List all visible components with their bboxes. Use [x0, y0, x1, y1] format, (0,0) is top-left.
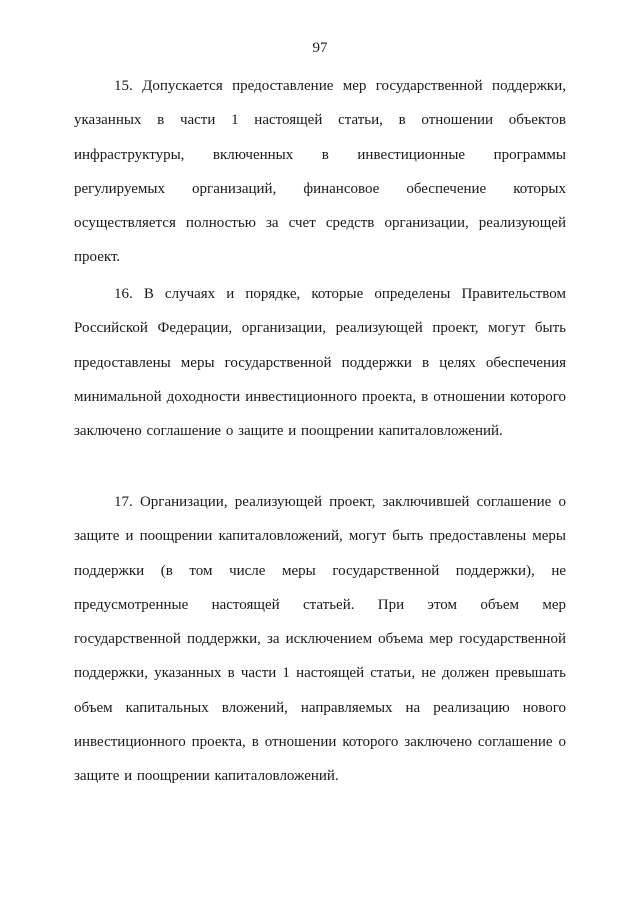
paragraph-15: 15. Допускается предоставление мер государственной поддержки, указанных в части 1 настоящей статьи, в отношении объектов инфраструктуры, включенных в инвестиционные программы регулируемых организаций, финансовое обеспечение которых осуществляется полностью за счет средств организации, реализующей проект. [74, 78, 566, 266]
paragraph-17: 17. Организации, реализующей проект, заключившей соглашение о защите и поощрении капиталовложений, могут быть предоставлены меры поддержки (в том числе меры государственной поддержки), не предусмотренные настоящей статьей. При этом объем мер государственной поддержки, за исключением объема мер государственной поддержки, указанных в части 1 настоящей статьи, не должен превышать объем капитальных вложений, направляемых на реализацию нового инвестиционного проекта, в отношении которого заключено соглашение о защите и поощрении капиталовложений. [74, 494, 566, 785]
page-number: 97 [312, 40, 328, 56]
paragraph-16: 16. В случаях и порядке, которые определены Правительством Российской Федерации, организации, реализующей проект, могут быть предоставлены меры государственной поддержки в целях обеспечения минимальной доходности инвестиционного проекта, в отношении которого заключено соглашение о защите и поощрении капиталовложений. [74, 286, 566, 440]
